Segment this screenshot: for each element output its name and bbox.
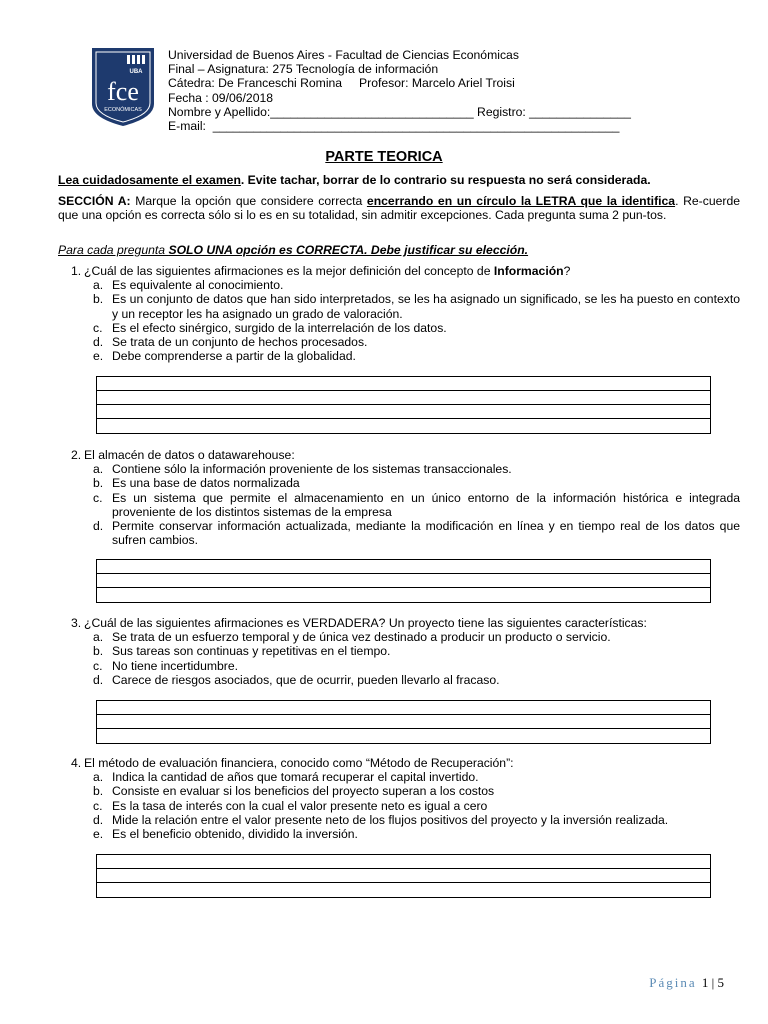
fce-logo xyxy=(90,46,156,128)
answer-box-2[interactable] xyxy=(96,559,711,603)
option-d[interactable] xyxy=(58,335,740,349)
section-a-after: . Re-cuerde que una opción es correcta sólo si lo es en su totalidad, sin admitir excepciones. Cada pregunta suma 2 pun-tos. xyxy=(58,194,740,223)
option-text: Se trata de un conjunto de hechos procesados. xyxy=(112,335,368,350)
option-c[interactable] xyxy=(58,659,740,673)
warning-underlined: Lea cuidadosamente el examen xyxy=(58,173,241,187)
option-text: Carece de riesgos asociados, que de ocurrir, pueden llevarlo al fracaso. xyxy=(112,672,500,687)
answer-line[interactable] xyxy=(97,574,710,588)
question-stem xyxy=(58,616,740,630)
option-letter[interactable]: b. xyxy=(93,476,104,491)
option-b[interactable] xyxy=(58,644,740,658)
option-d[interactable] xyxy=(58,673,740,687)
answer-line[interactable] xyxy=(97,715,710,729)
question-stem xyxy=(58,448,740,462)
option-c[interactable] xyxy=(58,321,740,335)
option-text: Indica la cantidad de años que tomará recuperar el capital invertido. xyxy=(112,770,479,785)
page-number: 1 | 5 xyxy=(701,975,724,990)
option-letter[interactable]: a. xyxy=(93,630,104,645)
option-text: Permite conservar información actualizada, mediante la modificación en línea y en tiempo real de los datos que sufren cambios. xyxy=(112,519,740,548)
option-letter[interactable]: b. xyxy=(93,292,104,307)
subject-line: Final – Asignatura: 275 Tecnología de información xyxy=(168,62,439,77)
svg-text:ECONÓMICAS: ECONÓMICAS xyxy=(104,107,142,113)
option-letter[interactable]: c. xyxy=(93,658,103,673)
option-a[interactable] xyxy=(58,630,740,644)
warning-rest: . Evite tachar, borrar de lo contrario su respuesta no será considerada. xyxy=(240,173,651,187)
option-c[interactable] xyxy=(58,799,740,813)
option-e[interactable] xyxy=(58,827,740,841)
option-text: Mide la relación entre el valor presente neto de los flujos positivos del proyecto y la inversión realizada. xyxy=(112,812,669,827)
question-4 xyxy=(58,756,740,841)
stem-text-before: El método de evaluación financiera, conocido como “Método de Recuperación”: xyxy=(84,756,514,770)
option-b[interactable] xyxy=(58,784,740,798)
option-letter[interactable]: e. xyxy=(93,349,104,364)
question-stem xyxy=(58,264,740,278)
option-letter[interactable]: d. xyxy=(93,672,104,687)
answer-line[interactable] xyxy=(97,588,710,602)
question-number: 4. xyxy=(71,756,82,770)
option-text: Es el efecto sinérgico, surgido de la interrelación de los datos. xyxy=(112,320,447,335)
option-letter[interactable]: d. xyxy=(93,335,104,350)
option-text: Es equivalente al conocimiento. xyxy=(112,278,284,293)
section-a-emph: encerrando en un círculo la LETRA que la identifica xyxy=(366,194,676,208)
question-3 xyxy=(58,616,740,687)
answer-box-4[interactable] xyxy=(96,854,711,898)
answer-line[interactable] xyxy=(97,729,710,743)
university-line: Universidad de Buenos Aires - Facultad de Ciencias Económicas xyxy=(168,48,519,62)
fce-logo-shield-icon xyxy=(90,46,156,128)
option-letter[interactable]: a. xyxy=(93,770,104,785)
option-text: Es una base de datos normalizada xyxy=(112,476,300,491)
answer-line[interactable] xyxy=(97,391,710,405)
option-letter[interactable]: d. xyxy=(93,519,104,534)
option-letter[interactable]: c. xyxy=(93,490,103,505)
page-title: PARTE TEORICA xyxy=(325,149,443,165)
answer-box-1[interactable] xyxy=(96,376,711,434)
option-d[interactable] xyxy=(58,519,740,547)
option-letter[interactable]: d. xyxy=(93,812,104,827)
answer-line[interactable] xyxy=(97,869,710,883)
question-stem xyxy=(58,756,740,770)
name-registro-field[interactable]: Nombre y Apellido:______________________________ Registro: _______________ xyxy=(168,104,631,119)
question-text xyxy=(84,616,740,630)
answer-line[interactable] xyxy=(97,855,710,869)
section-a-paragraph xyxy=(58,194,740,223)
option-b[interactable] xyxy=(58,476,740,490)
option-e[interactable] xyxy=(58,349,740,363)
exam-header xyxy=(168,48,668,133)
svg-text:fce: fce xyxy=(107,77,139,106)
answer-box-3[interactable] xyxy=(96,700,711,744)
question-1 xyxy=(58,264,740,363)
question-text xyxy=(84,756,740,770)
option-b[interactable] xyxy=(58,292,740,320)
answer-line[interactable] xyxy=(97,883,710,897)
option-letter[interactable]: b. xyxy=(93,784,104,799)
section-a-before: Marque la opción que considere correcta xyxy=(130,194,367,208)
question-text xyxy=(84,448,740,462)
option-c[interactable] xyxy=(58,491,740,519)
option-letter[interactable]: c. xyxy=(93,798,103,813)
warning-paragraph xyxy=(58,173,740,187)
stem-text-before: ¿Cuál de las siguientes afirmaciones es VERDADERA? Un proyecto tiene las siguientes características: xyxy=(84,616,647,630)
instruction-paragraph xyxy=(58,243,740,257)
answer-line[interactable] xyxy=(97,377,710,391)
stem-text-before: ¿Cuál de las siguientes afirmaciones es la mejor definición del concepto de xyxy=(84,264,494,278)
option-letter[interactable]: a. xyxy=(93,278,104,293)
option-text: Es un sistema que permite el almacenamiento en un único entorno de la información histórica e integrada proveniente de los distintos sistemas de la empresa xyxy=(112,490,740,519)
option-text: Consiste en evaluar si los beneficios del proyecto superan a los costos xyxy=(112,784,495,799)
option-text: Es la tasa de interés con la cual el valor presente neto es igual a cero xyxy=(112,798,488,813)
answer-line[interactable] xyxy=(97,405,710,419)
answer-line[interactable] xyxy=(97,701,710,715)
question-number: 3. xyxy=(71,616,82,630)
instruction-plain: Para cada pregunta xyxy=(58,243,169,257)
option-text: Sus tareas son continuas y repetitivas en el tiempo. xyxy=(112,644,391,659)
date-line: Fecha : 09/06/2018 xyxy=(168,90,274,105)
question-number: 1. xyxy=(71,264,82,278)
page-footer xyxy=(649,975,724,991)
answer-line[interactable] xyxy=(97,560,710,574)
option-letter[interactable]: c. xyxy=(93,320,103,335)
option-text: Es el beneficio obtenido, dividido la inversión. xyxy=(112,827,358,842)
option-letter[interactable]: e. xyxy=(93,827,104,842)
page-label: Página xyxy=(649,975,697,990)
option-text: Contiene sólo la información proveniente de los sistemas transaccionales. xyxy=(112,462,512,477)
stem-text-after: ? xyxy=(563,264,571,278)
option-letter[interactable]: b. xyxy=(93,644,104,659)
stem-text-bold: Información xyxy=(493,264,564,278)
option-letter[interactable]: a. xyxy=(93,462,104,477)
section-a-label: SECCIÓN A: xyxy=(58,194,131,208)
option-d[interactable] xyxy=(58,813,740,827)
chair-line: Cátedra: De Franceschi Romina Profesor: Marcelo Ariel Troisi xyxy=(168,76,515,91)
option-text: No tiene incertidumbre. xyxy=(112,658,238,673)
option-a[interactable] xyxy=(58,462,740,476)
stem-text-before: El almacén de datos o datawarehouse: xyxy=(84,448,295,462)
option-text: Se trata de un esfuerzo temporal y de única vez destinado a producir un producto o servicio. xyxy=(112,630,611,645)
option-a[interactable] xyxy=(58,770,740,784)
svg-text:UBA: UBA xyxy=(129,69,143,75)
question-text xyxy=(84,264,740,278)
email-field[interactable]: E-mail: ____________________________________________________________ xyxy=(168,119,620,134)
answer-line[interactable] xyxy=(97,419,710,433)
instruction-bold: SOLO UNA opción es CORRECTA. Debe justificar su elección. xyxy=(168,243,529,257)
option-text: Debe comprenderse a partir de la globalidad. xyxy=(112,349,356,364)
option-text: Es un conjunto de datos que han sido interpretados, se les ha asignado un significado, se les ha puesto en contexto y un receptor les ha asignado un grado de valoración. xyxy=(112,292,740,321)
question-2 xyxy=(58,448,740,547)
option-a[interactable] xyxy=(58,278,740,292)
question-number: 2. xyxy=(71,448,82,462)
